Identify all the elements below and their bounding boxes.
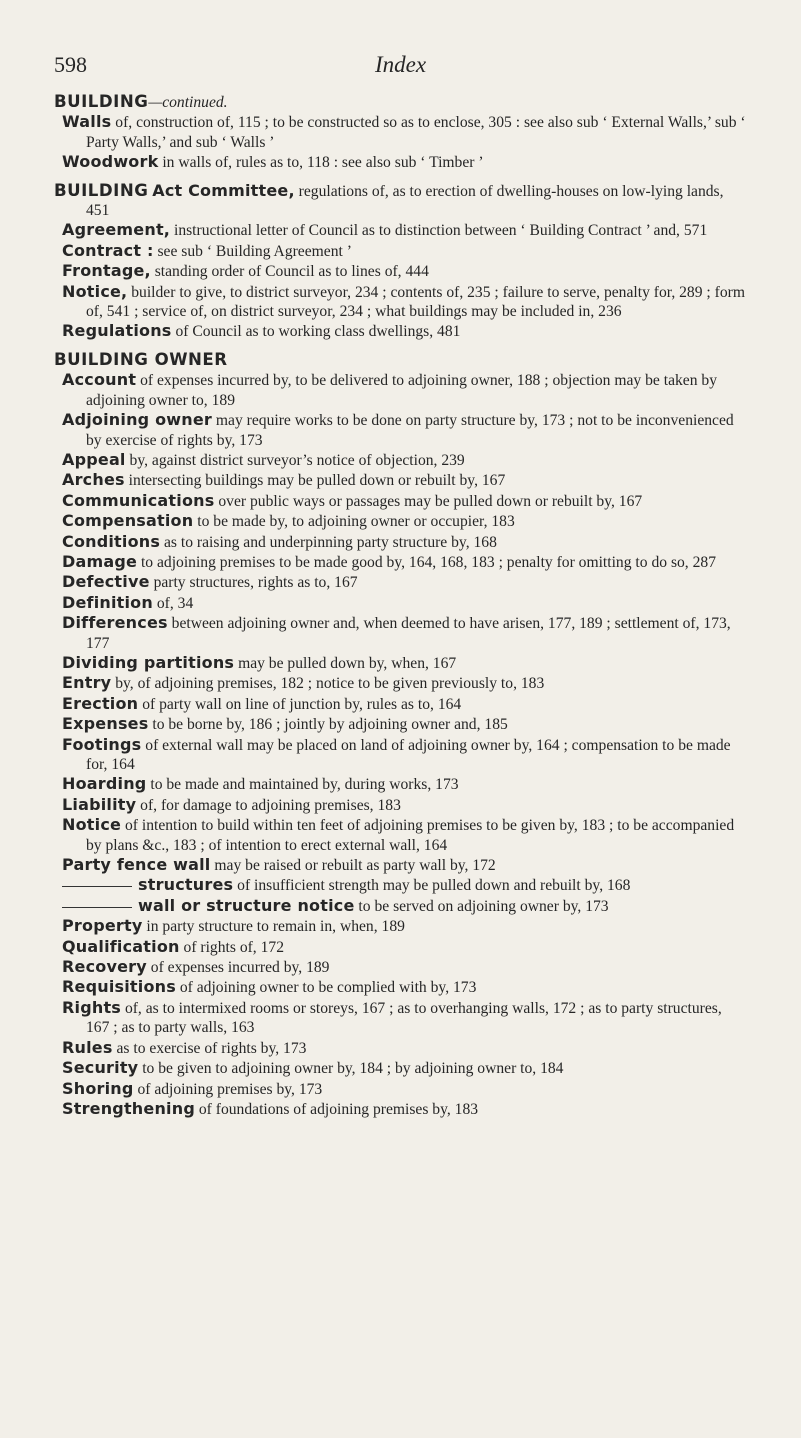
entry-text: of, for damage to adjoining premises, 183 [140,796,401,814]
index-entry [54,370,747,410]
entry-term: Walls [62,112,112,132]
index-entry [54,977,747,997]
entry-term: Shoring [62,1078,134,1098]
entry-text: to adjoining premises to be made good by, 164, 168, 183 ; penalty for omitting to do so, 287 [140,553,716,571]
index-entry [54,714,747,734]
entry-text: of insufficient strength may be pulled down and rebuilt by, 168 [237,877,631,895]
index-entry [54,552,747,572]
index-entry [54,937,747,957]
index-entry [54,321,747,341]
entry-text: of rights of, 172 [183,938,284,956]
heading-word: BUILDING OWNER [54,349,228,369]
entry-text: may be pulled down by, when, 167 [238,654,457,672]
entry-term: Notice, [62,281,128,301]
entry-text: by, of adjoining premises, 182 ; notice to be given previously to, 183 [115,675,545,693]
entry-text: may be raised or rebuilt as party wall by, 172 [214,857,496,875]
section-heading [54,181,747,221]
running-title: Index [374,52,427,77]
entry-term: wall or structure notice [138,895,355,915]
entry-term: Property [62,916,143,936]
index-entry [54,735,747,775]
entry-text: of, construction of, 115 ; to be constructed so as to enclose, 305 : see also sub ‘ External Walls,’ sub ‘ Party Walls,’ and sub ‘ Walls ’ [86,114,746,151]
entry-text: as to exercise of rights by, 173 [116,1039,307,1057]
entry-term: Adjoining owner [62,410,212,430]
entry-term: Rules [62,1037,113,1057]
entry-term: Differences [62,613,168,633]
entry-text: builder to give, to district surveyor, 234 ; contents of, 235 ; failure to serve, penalty for, 289 ; form of, 541 ; service of, on district surveyor, 234 ; what buildings may be included in, 236 [86,283,745,321]
entry-term: Notice [62,815,122,835]
index-entry [54,694,747,714]
index-entry [54,112,747,152]
entry-text: to be made and maintained by, during works, 173 [150,776,459,794]
entry-text: of adjoining premises by, 173 [137,1080,323,1098]
index-entry [54,896,747,916]
entry-text: of external wall may be placed on land of adjoining owner by, 164 ; compensation to be made for, 164 [86,736,731,773]
entry-text: see sub ‘ Building Agreement ’ [157,242,352,260]
section-heading [54,350,747,370]
entry-term: Requisitions [62,977,176,997]
entry-term: Conditions [62,531,161,551]
entry-text: instructional letter of Council as to distinction between ‘ Building Contract ’ and, 571 [173,222,708,240]
index-entry [54,916,747,936]
entry-text: may require works to be done on party structure by, 173 ; not to be inconvenienced by exercise of rights by, 173 [86,412,734,449]
entry-text: intersecting buildings may be pulled down or rebuilt by, 167 [128,472,506,490]
heading-word: BUILDING [54,92,149,111]
entry-term: Contract : [62,240,154,260]
index-entry [54,261,747,281]
entry-term: Qualification [62,936,180,956]
entry-term: Erection [62,693,139,713]
entry-term: Dividing partitions [62,652,235,672]
entry-term: Appeal [62,449,126,469]
heading-subterm: Act Committee, [152,180,295,200]
entry-text: of party wall on line of junction by, rules as to, 164 [142,695,462,713]
index-entry [54,491,747,511]
index-entry [54,532,747,552]
index-entry [54,613,747,653]
page-number: 598 [54,52,87,77]
page-header [54,52,747,88]
index-entry [54,795,747,815]
entry-term: Compensation [62,511,194,531]
index-entry [54,957,747,977]
entry-term: Party fence wall [62,855,211,875]
entry-term: Definition [62,592,153,612]
entry-term: Recovery [62,957,147,977]
entry-term: Hoarding [62,774,147,794]
index-entry [54,511,747,531]
index-entry [54,774,747,794]
entry-term: Rights [62,997,122,1017]
entry-text: of adjoining owner to be complied with by, 173 [179,979,477,997]
entry-term: Expenses [62,714,149,734]
index-entry [54,1058,747,1078]
entry-text: standing order of Council as to lines of, 444 [154,263,429,281]
entry-term: Security [62,1058,139,1078]
entry-term: Communications [62,490,215,510]
entry-term: Damage [62,551,138,571]
section-heading [54,92,747,112]
index-body [54,92,747,1119]
entry-text: of foundations of adjoining premises by, 183 [198,1100,479,1118]
entry-text: as to raising and underpinning party structure by, 168 [164,533,497,551]
entry-text: by, against district surveyor’s notice of objection, 239 [129,451,465,469]
entry-term: Account [62,370,137,390]
index-entry [54,410,747,450]
entry-term: Defective [62,572,150,592]
continued-label: —continued. [148,94,228,111]
index-entry [54,593,747,613]
index-entry [54,220,747,240]
entry-term: Liability [62,794,137,814]
entry-text: to be served on adjoining owner by, 173 [358,897,609,915]
entry-text: over public ways or passages may be pulled down or rebuilt by, 167 [218,492,643,510]
entry-text: to be given to adjoining owner by, 184 ; by adjoining owner to, 184 [142,1060,564,1078]
ditto-dash [62,886,132,887]
index-entry [54,470,747,490]
heading-text: regulations of, as to erection of dwelling-houses on low-lying lands, 451 [86,182,724,220]
heading-word: BUILDING [54,180,149,200]
index-entry [54,572,747,592]
entry-text: of expenses incurred by, 189 [150,959,330,977]
index-entry [54,653,747,673]
entry-text: party structures, rights as to, 167 [153,574,358,592]
entry-term: Agreement, [62,220,171,240]
entry-text: of, as to intermixed rooms or storeys, 167 ; as to overhanging walls, 172 ; as to party structures, 167 ; as to party walls, 163 [86,999,722,1037]
entry-term: Woodwork [62,152,159,172]
index-entry [54,1099,747,1119]
entry-term: Entry [62,673,112,693]
entry-term: Frontage, [62,261,151,281]
entry-text: to be made by, to adjoining owner or occupier, 183 [197,513,515,531]
index-entry [54,1079,747,1099]
index-entry [54,673,747,693]
entry-text: of Council as to working class dwellings, 481 [175,323,461,341]
entry-term: Arches [62,470,125,490]
index-entry [54,998,747,1038]
entry-term: structures [138,875,234,895]
entry-text: in walls of, rules as to, 118 : see also sub ‘ Timber ’ [162,154,484,172]
index-entry [54,1038,747,1058]
entry-term: Regulations [62,321,172,341]
entry-term: Footings [62,734,142,754]
entry-text: of, 34 [156,594,194,612]
entry-text: between adjoining owner and, when deemed to have arisen, 177, 189 ; settlement of, 173, 177 [86,615,731,652]
index-entry [54,152,747,172]
ditto-dash [62,907,132,908]
entry-text: of expenses incurred by, to be delivered to adjoining owner, 188 ; objection may be taken by adjoining owner to, 189 [86,372,717,409]
index-entry [54,450,747,470]
entry-text: in party structure to remain in, when, 189 [146,918,405,936]
entry-text: to be borne by, 186 ; jointly by adjoining owner and, 185 [152,716,508,734]
index-entry [54,855,747,875]
index-entry [54,241,747,261]
index-entry [54,815,747,855]
index-entry [54,282,747,322]
index-entry [54,875,747,895]
entry-term: Strengthening [62,1098,195,1118]
entry-text: of intention to build within ten feet of adjoining premises to be given by, 183 ; to be accompanied by plans &c., 183 ; of intention to erect external wall, 164 [86,817,735,854]
